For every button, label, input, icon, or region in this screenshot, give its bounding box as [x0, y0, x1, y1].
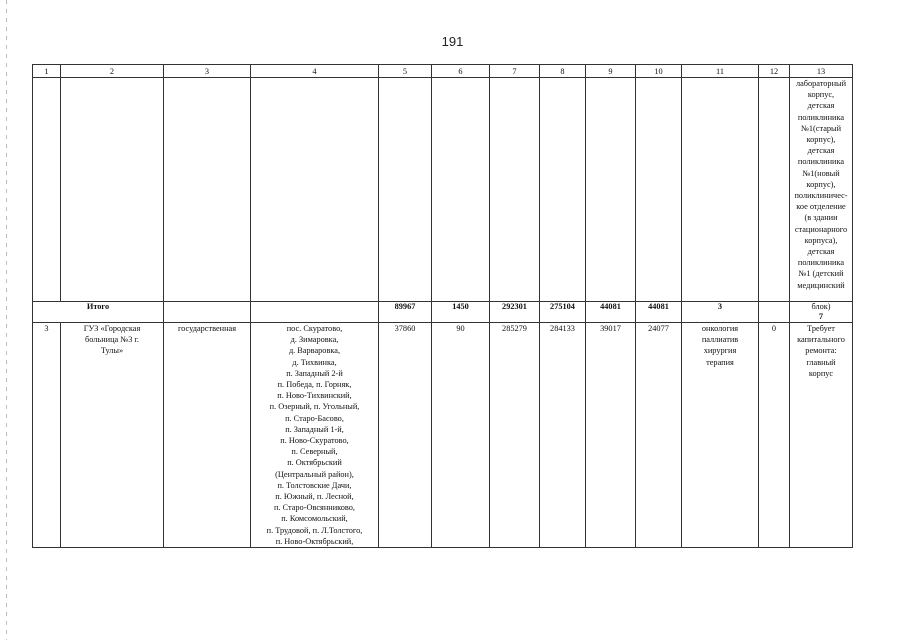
column-number-row: [33, 65, 853, 78]
profiles-list: онкология паллиатив хирургия терапия: [682, 323, 759, 548]
total-row: [33, 302, 853, 323]
col-number-11: 11: [682, 65, 759, 78]
continuation-note-tail: блок): [811, 302, 831, 311]
total-col-8: 275104: [540, 302, 586, 323]
cell: [61, 78, 164, 302]
cell: [379, 78, 432, 302]
row-col-5: 37860: [379, 323, 432, 548]
ownership-form: государственная: [164, 323, 251, 548]
institution-name: ГУЗ «Городская больница №3 г. Тулы»: [61, 323, 164, 548]
col-number-2: 2: [61, 65, 164, 78]
col-number-10: 10: [636, 65, 682, 78]
row-col-9: 39017: [586, 323, 636, 548]
total-col-5: 89967: [379, 302, 432, 323]
col-number-1: 1: [33, 65, 61, 78]
hospital-table: [32, 64, 853, 548]
row-col-6: 90: [432, 323, 490, 548]
cell: [251, 78, 379, 302]
total-col-10: 44081: [636, 302, 682, 323]
total-label: Итого: [33, 302, 164, 323]
row-col-12: 0: [759, 323, 790, 548]
total-col-6: 1450: [432, 302, 490, 323]
col-number-13: 13: [790, 65, 853, 78]
col-number-9: 9: [586, 65, 636, 78]
table-row: [33, 323, 853, 548]
row-col-10: 24077: [636, 323, 682, 548]
cell: [586, 78, 636, 302]
col-number-7: 7: [490, 65, 540, 78]
col-number-12: 12: [759, 65, 790, 78]
continuation-row: [33, 78, 853, 302]
total-col-13-wrap: [790, 302, 853, 323]
cell: [164, 78, 251, 302]
col-number-6: 6: [432, 65, 490, 78]
cell: [251, 302, 379, 323]
total-col-9: 44081: [586, 302, 636, 323]
total-col-7: 292301: [490, 302, 540, 323]
total-col-11: 3: [682, 302, 759, 323]
col-number-5: 5: [379, 65, 432, 78]
total-col-13: 7: [818, 312, 824, 321]
cell: [490, 78, 540, 302]
cell: [682, 78, 759, 302]
continuation-note: лабораторный корпус, детская поликлиника №1(старый корпус), детская поликлиника №1(новый корпус), поликлиничес- кое отделение (в здании стационарного корпуса), детская поликлиника №1 (детский медицинский: [790, 78, 853, 302]
cell: [540, 78, 586, 302]
scan-edge-marks: [6, 0, 7, 640]
page-number: 191: [441, 34, 464, 49]
condition-note: Требует капитального ремонта: главный корпус: [790, 323, 853, 548]
cell: [33, 78, 61, 302]
cell: [636, 78, 682, 302]
row-number: 3: [33, 323, 61, 548]
cell: [432, 78, 490, 302]
col-number-3: 3: [164, 65, 251, 78]
col-number-8: 8: [540, 65, 586, 78]
row-col-7: 285279: [490, 323, 540, 548]
col-number-4: 4: [251, 65, 379, 78]
cell: [164, 302, 251, 323]
served-settlements: пос. Скуратово, д. Зимаровка, д. Варваровка, д. Тихвинка, п. Западный 2-й п. Победа, п. Горняк, п. Ново-Тихвинский, п. Озерный, п. Угольный, п. Старо-Басово, п. Западный 1-й, п. Ново-Скуратово, п. Северный, п. Октябрьский (Центральный район), п. Толстовские Дачи, п. Южный, п. Лесной, п. Старо-Овсянниково, п. Комсомольский, п. Трудовой, п. Л.Толстого, п. Ново-Октябрьский,: [251, 323, 379, 548]
row-col-8: 284133: [540, 323, 586, 548]
total-col-12: [759, 302, 790, 323]
cell: [759, 78, 790, 302]
